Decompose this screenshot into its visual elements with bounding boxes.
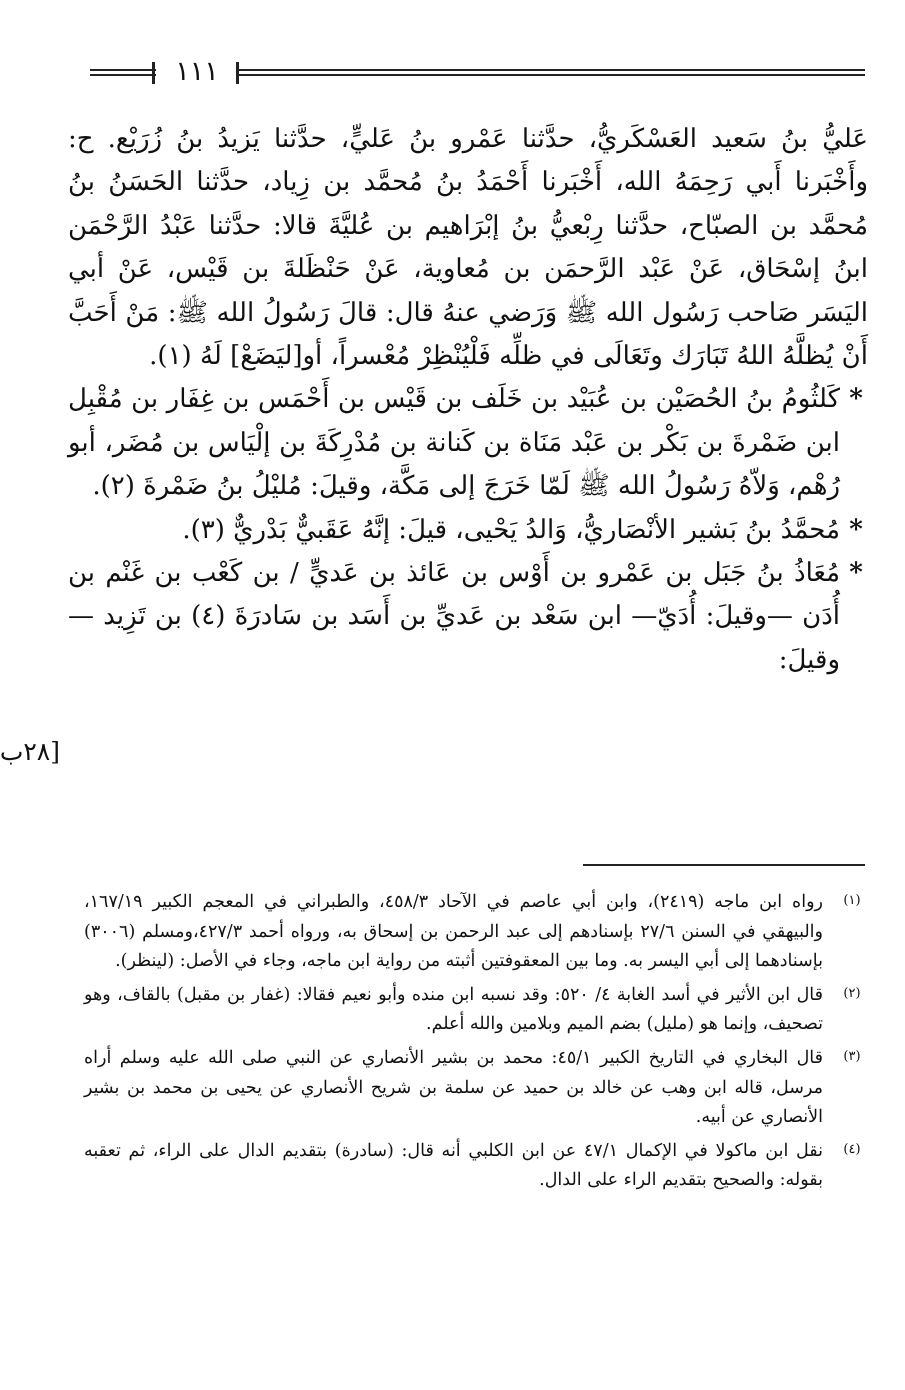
footnote-4 [84, 1137, 869, 1196]
entry-text: مُعَاذُ بنُ جَبَل بن عَمْرو بن أَوْس بن عَائذ بن عَديٍّ / بن كَعْب بن غَنْم بن أُدَن —وقيلَ: أُدَيّ— ابن سَعْد بن عَديِّ بن أَسَد بن سَادرَةَ (٤) بن تَزِيد —وقيلَ: [68, 558, 840, 675]
entry-muadh [68, 552, 868, 682]
footnote-1 [84, 888, 869, 977]
footnote-number: (٤) [843, 1141, 861, 1157]
folio-margin-note: [٢٨ب [0, 737, 60, 766]
asterisk-marker: * [849, 514, 863, 545]
header-rule-right [236, 69, 865, 76]
entry-kulthum [68, 378, 868, 508]
entry-text: مُحمَّدُ بنُ بَشير الأنْصَاريُّ، وَالدُ يَحْيى، قيلَ: إنَّهُ عَقَبيٌّ بَدْريٌّ (٣). [182, 514, 840, 545]
footnote-text: رواه ابن ماجه (٢٤١٩)، وابن أبي عاصم في الآحاد ٤٥٨/٣، والطبراني في المعجم الكبير ١٦٧/١٩، والبيهقي في السنن ٢٧/٦ بإسنادهم إلى عبد الرحمن بن إسحاق به، ورواه أحمد ٤٢٧/٣،ومسلم (٣٠٠٦) بإسنادهما إلى أبي اليسر به. وما بين المعقوفتين أثبته من رواية ابن ماجه، وجاء في الأصل: (لينظر). [84, 892, 823, 972]
main-text [68, 118, 868, 868]
header-rule-left-cap [152, 62, 155, 84]
footnote-text: قال ابن الأثير في أسد الغابة ٤/ ٥٢٠: وقد نسبه ابن منده وأبو نعيم فقالا: (غفار بن مقبل) بالقاف، وهو تصحيف، وإنما هو (مليل) بضم الميم وبلامين والله أعلم. [84, 984, 823, 1035]
opening-paragraph: عَليُّ بنُ سَعيد العَسْكَريُّ، حدَّثنا عَمْرو بنُ عَليٍّ، حدَّثنا يَزيدُ بنُ زُرَيْع. ح: وأَخْبَرنا أَبي رَحِمَهُ الله، أَخْبَرنا أَحْمَدُ بنُ مُحمَّد بن زِياد، حدَّثنا الحَسَنُ بنُ مُحمَّد بن الصبّاح، حدَّثنا رِبْعيُّ بنُ إبْرَاهيم بن عُليَّةَ قالا: حدَّثنا عَبْدُ الرَّحْمَن ابنُ إسْحَاق، عَنْ عَبْد الرَّحمَن بن مُعاوية، عَنْ حَنْظَلةَ بن قَيْس، عَنْ أبي اليَسَر صَاحب رَسُول الله ﷺ وَرَضي عنهُ قال: قالَ رَسُولُ الله ﷺ: مَنْ أَحَبَّ أَنْ يُظلَّهُ اللهُ تَبَارَك وتَعَالَى في ظلِّه فَلْيُنْظِرْ مُعْسراً، أو[ليَضَعْ] لَهُ (١). [68, 124, 868, 372]
footnote-separator [583, 864, 865, 866]
footnote-text: نقل ابن ماكولا في الإكمال ٤٧/١ عن ابن الكلبي أنه قال: (سادرة) بتقديم الدال على الراء، ثم تعقبه بقوله: والصحيح بتقديم الراء على الدال. [84, 1140, 823, 1191]
footnote-text: قال البخاري في التاريخ الكبير ٤٥/١: محمد بن بشير الأنصاري عن النبي صلى الله عليه وسلم أراه مرسل، قاله ابن وهب عن خالد بن حميد عن سلمة بن شريح الأنصاري عن يحيى بن محمد بن بشير الأنصاري عن أبيه. [84, 1047, 823, 1128]
asterisk-marker: * [849, 558, 863, 589]
footnote-3 [84, 1044, 869, 1133]
footnotes [84, 888, 869, 1358]
footnote-number: (٣) [843, 1048, 861, 1064]
page-number: ١١١ [175, 56, 219, 87]
entry-text: كَلثُومُ بنُ الحُصَيْن بن عُبَيْد بن خَلَف بن قَيْس بن أَحْمَس بن غِفَار بن مُقْبِل ابن ضَمْرةَ بن بَكْر بن عَبْد مَنَاة بن كَنانة بن مُدْرِكَةَ بن إلْيَاس بن مُضَر، أبو رُهْم، وَلاّهُ رَسُولُ الله ﷺ لَمّا خَرَجَ إلى مَكَّة، وقيلَ: مُليْلُ بنُ ضَمْرةَ (٢). [68, 384, 840, 502]
footnote-number: (١) [843, 893, 861, 908]
header-rule-left [90, 69, 156, 76]
footnote-2 [84, 981, 869, 1040]
page-header [90, 52, 865, 96]
footnote-number: (٢) [843, 985, 861, 1001]
entry-muhammad-bashir [68, 509, 868, 552]
asterisk-marker: * [849, 384, 863, 415]
